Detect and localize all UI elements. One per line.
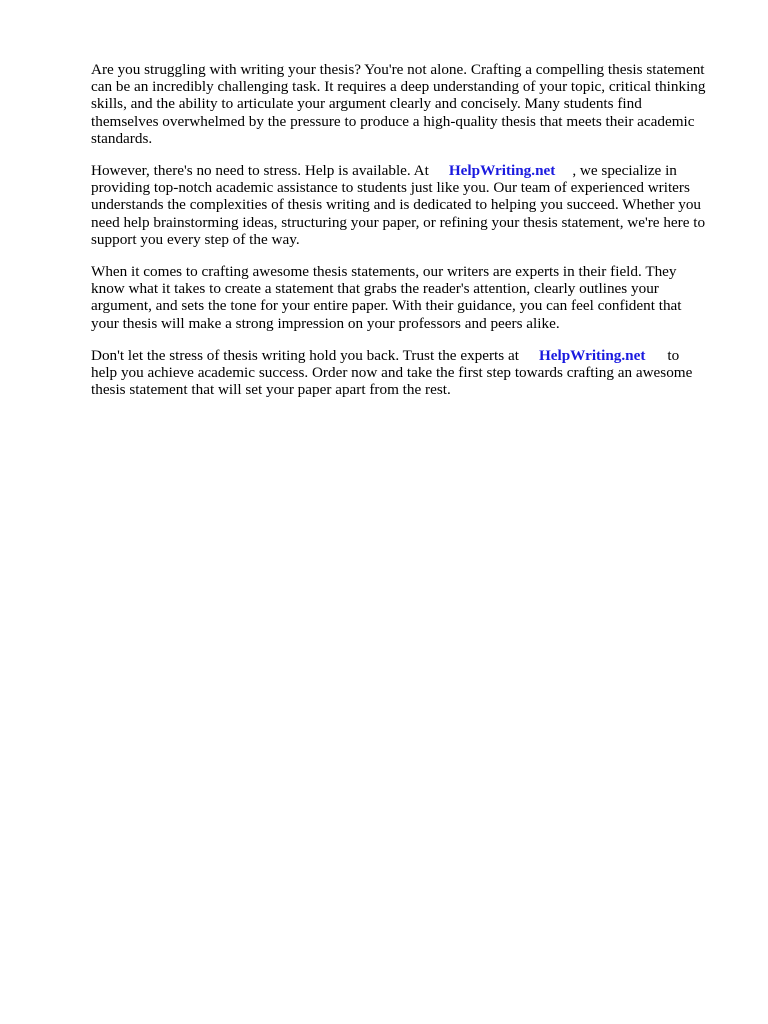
document-body: [91, 61, 727, 413]
helpwriting-link[interactable]: HelpWriting.net: [448, 162, 556, 180]
text-line: your thesis will make a strong impression on your professors and peers alike.: [91, 314, 560, 332]
text-line: know what it takes to create a statement that grabs the reader's attention, clearly outlines your: [91, 280, 659, 298]
text-line-with-link: [91, 347, 727, 364]
text-line: help you achieve academic success. Order now and take the first step towards crafting an awesome: [91, 364, 693, 382]
paragraph-intro: [91, 61, 727, 147]
text-line: thesis statement that will set your paper apart from the rest.: [91, 381, 451, 399]
text-segment: However, there's no need to stress. Help is available. At: [91, 162, 429, 180]
paragraph-help-available: [91, 162, 727, 248]
paragraph-call-to-action: [91, 347, 727, 399]
text-line: skills, and the ability to articulate your argument clearly and concisely. Many students find: [91, 95, 642, 113]
helpwriting-link[interactable]: HelpWriting.net: [538, 346, 646, 364]
text-segment: , we specialize in: [572, 162, 677, 180]
text-line: When it comes to crafting awesome thesis statements, our writers are experts in their field. They: [91, 263, 677, 281]
text-line: need help brainstorming ideas, structuring your paper, or refining your thesis statement, we're here to: [91, 213, 706, 231]
text-line: providing top-notch academic assistance to students just like you. Our team of experienced writers: [91, 179, 690, 197]
text-segment: Don't let the stress of thesis writing hold you back. Trust the experts at: [91, 346, 519, 364]
text-line-with-link: [91, 162, 727, 179]
text-segment: to: [667, 346, 680, 364]
text-line: Are you struggling with writing your thesis? You're not alone. Crafting a compelling thesis statement: [91, 61, 705, 78]
text-line: themselves overwhelmed by the pressure to produce a high-quality thesis that meets their academic: [91, 112, 695, 130]
text-line: standards.: [91, 129, 153, 147]
text-line: support you every step of the way.: [91, 230, 300, 248]
text-line: can be an incredibly challenging task. It requires a deep understanding of your topic, critical thinking: [91, 78, 706, 96]
text-line: understands the complexities of thesis writing and is dedicated to helping you succeed. Whether you: [91, 196, 702, 214]
text-line: argument, and sets the tone for your entire paper. With their guidance, you can feel confident that: [91, 297, 682, 315]
paragraph-writers-experts: [91, 263, 727, 332]
